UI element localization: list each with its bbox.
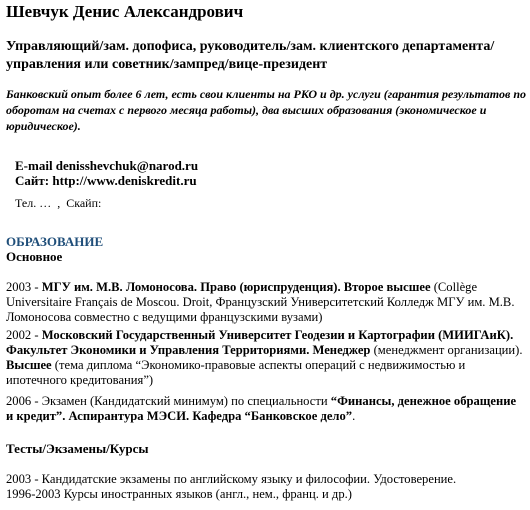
candidate-name: Шевчук Денис Александрович xyxy=(6,2,244,21)
website-line: Сайт: http://www.deniskredit.ru xyxy=(15,173,197,188)
experience-summary: Банковский опыт более 6 лет, есть свои клиенты на РКО и др. услуги (гарантия результатов по оборотам на счетах с первого месяца работы), два высших образования (экономическое и юридическое). xyxy=(6,87,527,133)
education-item xyxy=(6,394,526,424)
desired-position: Управляющий/зам. допофиса, руководитель/зам. клиентского департамента/управления или советник/зампред/вице-президент xyxy=(6,39,495,72)
course-item: 2003 - Кандидатские экзамены по английскому языку и философии. Удостоверение. xyxy=(6,472,457,486)
education-end-punct: . xyxy=(352,409,356,423)
contacts-block xyxy=(15,158,198,188)
education-year: 2006 - xyxy=(6,394,42,408)
education-specialty: “Финансы, денежное обращение и кредит”. Аспирантура МЭСИ. Кафедра “Банковское дело” xyxy=(6,394,517,423)
education-section-title: ОБРАЗОВАНИЕ xyxy=(6,234,104,249)
courses-section-title: Тесты/Экзамены/Курсы xyxy=(6,441,149,456)
education-item xyxy=(6,328,526,388)
education-details: Экзамен (Кандидатский минимум) по специальности xyxy=(41,394,331,408)
education-subheading: Основное xyxy=(6,249,63,264)
education-degree: Высшее xyxy=(6,358,52,372)
course-item: 1996-2003 Курсы иностранных языков (англ., нем., франц. и др.) xyxy=(6,487,352,501)
education-item xyxy=(6,280,526,325)
phone-skype-line: Тел. … , Скайп: xyxy=(15,196,102,210)
education-details: (Collège Universitaire Français de Moscou. Droit, Французский Университетский Колледж МГУ им. М.В. Ломоносова совместно с ведущими французскими вузами) xyxy=(6,280,515,324)
email-line: E-mail denisshevchuk@narod.ru xyxy=(15,158,199,173)
education-details: (менеджмент организации). xyxy=(370,343,523,357)
education-institution: Московский Государственный Университет Геодезии и Картографии (МИИГАиК). Факультет Экономики и Управления Территориями. Менеджер xyxy=(6,328,514,357)
education-institution: МГУ им. М.В. Ломоносова. Право (юриспруденция). Второе высшее xyxy=(41,280,431,294)
education-year: 2002 - xyxy=(6,328,42,342)
education-thesis: (тема диплома “Экономико-правовые аспекты операций с недвижимостью и ипотечного кредитования”) xyxy=(6,358,466,387)
education-year: 2003 - xyxy=(6,280,42,294)
